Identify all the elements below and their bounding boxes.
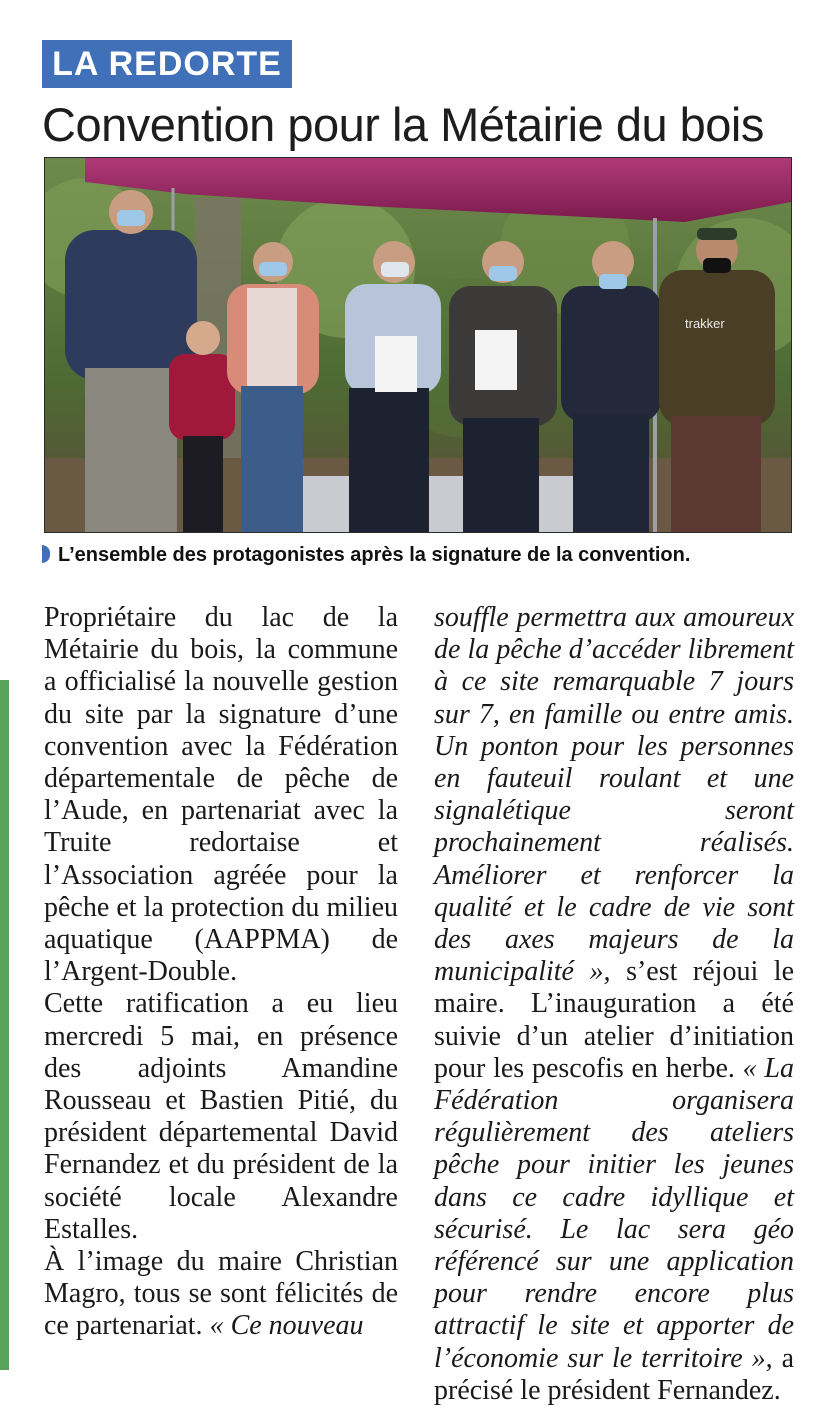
article-column-left	[44, 602, 398, 1343]
photo-caption	[42, 540, 802, 570]
article-paragraph-3-lead: À l’image du maire Christian Magro, tous se sont félicités de ce partenariat.	[44, 1246, 398, 1342]
article-paragraph-2: Cette ratification a eu lieu mercredi 5 mai, en présence des adjoints Amandine Rousseau et Bastien Pitié, du président départemental David Fernandez et du président de la société locale Alexandre Estalles.	[44, 988, 398, 1245]
photo-illustration	[45, 158, 791, 532]
signed-document-2	[475, 330, 517, 390]
president-quote-attribution: a précisé le président Fernandez.	[434, 1342, 795, 1406]
mayor-quote-opening: « Ce nouveau	[209, 1310, 364, 1342]
article-paragraph-1: Propriétaire du lac de la Métairie du bois, la commune a officialisé la nouvelle gestion du site par la signature d’une convention avec la Fédération départementale de pêche de l’Aude, en partenariat avec la Truite redortaise et l’Association agréée pour la pêche et la protection du milieu aquatique (AAPPMA) de l’Argent-Double.	[44, 602, 398, 988]
mayor-quote-text: souffle permettra aux amoureux de la pêche d’accéder librement à ce site remarquable 7 jours sur 7, en famille ou entre amis. Un ponton pour les personnes en fauteuil roulant et une signalétique seront prochainement réalisés. Améliorer et renforcer la qualité et le cadre de vie sont des axes majeurs de la municipalité »,	[434, 602, 794, 988]
headline: Convention pour la Métairie du bois	[42, 98, 764, 151]
signing-table	[265, 476, 615, 532]
article-column-right	[434, 602, 794, 1407]
page-edge-strip	[0, 680, 9, 1370]
president-quote: « La Fédération organisera régulièrement des ateliers pêche pour initier les jeunes dans ce cadre idyllique et sécurisé. Le lac sera géo référencé sur une application pour rendre encore plus attractif le site et apporter de l’économie sur le territoire »,	[434, 1052, 794, 1374]
article-photo	[44, 157, 792, 533]
person-7	[659, 228, 775, 532]
shirt-print: trakker	[685, 316, 725, 331]
caption-text: L’ensemble des protagonistes après la signature de la convention.	[58, 544, 691, 566]
signed-document-1	[375, 336, 417, 392]
article-paragraph-3	[44, 1246, 398, 1343]
article-paragraph-3-continued	[434, 602, 794, 1407]
mayor-quote-attribution: s’est réjoui le maire. L’inauguration a été suivie d’un atelier d’initiation pour les pescofis en herbe.	[434, 956, 794, 1084]
section-kicker: LA REDORTE	[42, 40, 292, 88]
caption-marker-icon	[42, 545, 50, 563]
